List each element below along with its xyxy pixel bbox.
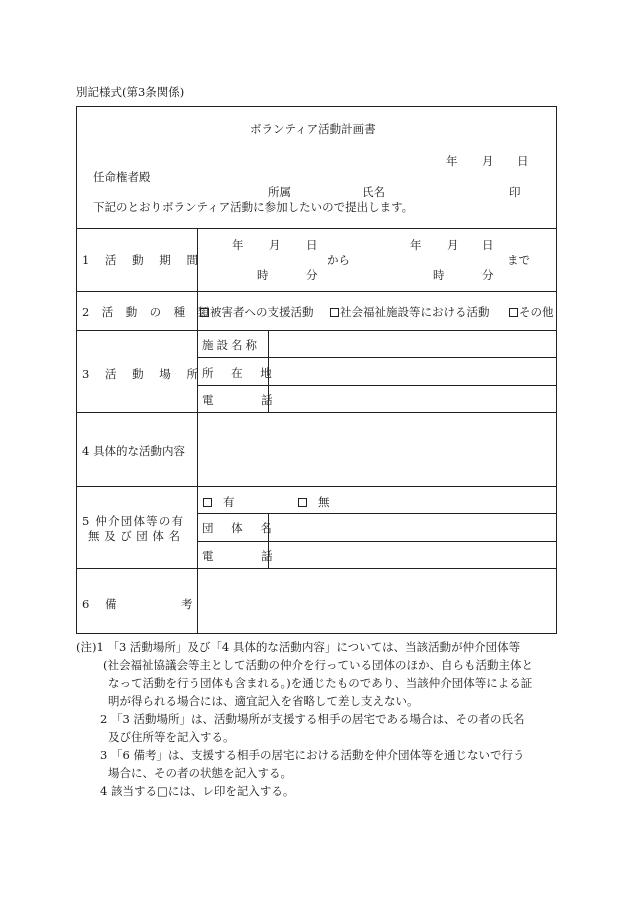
remarks-label-num: 6 備 (82, 597, 123, 611)
remarks-label-end: 考 (181, 597, 193, 611)
start-hour-label: 時 (257, 268, 269, 282)
note-4-line-1: 4 該当する□には、レ印を記入する。 (100, 784, 295, 798)
facility-name-field[interactable] (270, 332, 554, 355)
note-2-line-2: 及び住所等を記入する。 (108, 730, 235, 744)
date-year-label: 年 (446, 154, 458, 168)
intro-text: 下記のとおりボランティア活動に参加したいので提出します。 (93, 200, 414, 214)
address-label: 所 在 地 (202, 366, 279, 380)
date-month-label: 月 (482, 154, 494, 168)
group-phone-label: 電 話 (202, 549, 295, 563)
from-label: から (327, 253, 350, 267)
type-option-victim-support[interactable]: 被害者への支援活動 (200, 304, 314, 320)
checkbox-icon[interactable] (203, 498, 212, 507)
location-label: 3 活 動 場 所 (82, 367, 204, 381)
column-divider (197, 228, 198, 634)
address-field[interactable] (270, 359, 554, 383)
type-option-welfare-facility[interactable]: 社会福祉施設等における活動 (330, 304, 490, 320)
end-minute-label: 分 (482, 268, 494, 282)
location-phone-label: 電 話 (202, 393, 295, 407)
type-label: 2 活 動 の 種 類 (82, 305, 214, 319)
intermediary-label-line2: 無及び団体名 (88, 529, 185, 543)
note-3-line-2: 場合に、その者の状態を記入する。 (108, 766, 292, 780)
group-name-field[interactable] (270, 515, 554, 539)
row-divider (76, 412, 557, 413)
form-label: 別記様式(第3条関係) (76, 85, 185, 99)
seal-label: 印 (509, 185, 521, 199)
content-label: 4 具体的な活動内容 (82, 444, 185, 458)
affiliation-label: 所属 (268, 185, 291, 199)
document-title: ボランティア活動計画書 (250, 122, 376, 136)
row-divider (76, 486, 557, 487)
start-year-label: 年 (232, 238, 244, 252)
intermediary-label-line1: 5 仲介団体等の有 (82, 514, 185, 528)
facility-name-label: 施設名称 (202, 338, 260, 352)
group-phone-field[interactable] (270, 543, 554, 566)
row-divider (76, 330, 557, 331)
location-phone-field[interactable] (270, 387, 554, 410)
row-divider (76, 291, 557, 292)
content-field[interactable] (199, 414, 554, 484)
type-option-other[interactable]: その他 (509, 304, 554, 320)
start-minute-label: 分 (306, 268, 318, 282)
note-1-line-3: なって活動を行う団体も含まれる。)を通じたものであり、当該仲介団体等による証 (108, 676, 533, 690)
checkbox-icon[interactable] (509, 308, 518, 317)
end-hour-label: 時 (433, 268, 445, 282)
remarks-field[interactable] (199, 570, 554, 632)
note-1-line-2: (社会福祉協議会等主として活動の仲介を行っている団体のほか、自らも活動主体と (103, 658, 533, 672)
group-name-label: 団 体 名 (202, 521, 279, 535)
until-label: まで (507, 253, 530, 267)
note-2-line-1: 2 「3 活動場所」は、活動場所が支援する相手の居宅である場合は、その者の氏名 (100, 712, 525, 726)
date-day-label: 日 (517, 154, 529, 168)
row-divider (197, 541, 557, 542)
checkbox-icon[interactable] (200, 308, 209, 317)
note-1-line-4: 明が得られる場合には、適宜記入を省略して差し支えない。 (108, 694, 419, 708)
start-month-label: 月 (269, 238, 281, 252)
end-month-label: 月 (447, 238, 459, 252)
intermediary-no-option[interactable]: 無 (298, 494, 330, 510)
start-day-label: 日 (306, 238, 318, 252)
row-divider (197, 357, 557, 358)
intermediary-yes-option[interactable]: 有 (203, 494, 235, 510)
period-label: 1 活 動 期 間 (82, 253, 204, 267)
end-year-label: 年 (410, 238, 422, 252)
row-divider (197, 513, 557, 514)
row-divider (76, 228, 557, 229)
row-divider (197, 385, 557, 386)
checkbox-icon[interactable] (298, 498, 307, 507)
row-divider (76, 568, 557, 569)
addressee: 任命権者殿 (93, 170, 151, 184)
checkbox-icon[interactable] (330, 308, 339, 317)
note-1-line-1: (注)1 「3 活動場所」及び「4 具体的な活動内容」については、当該活動が仲介団体等 (76, 640, 521, 654)
name-label: 氏名 (362, 185, 385, 199)
end-day-label: 日 (482, 238, 494, 252)
note-3-line-1: 3 「6 備考」は、支援する相手の居宅における活動を仲介団体等を通じないで行う (100, 748, 525, 762)
